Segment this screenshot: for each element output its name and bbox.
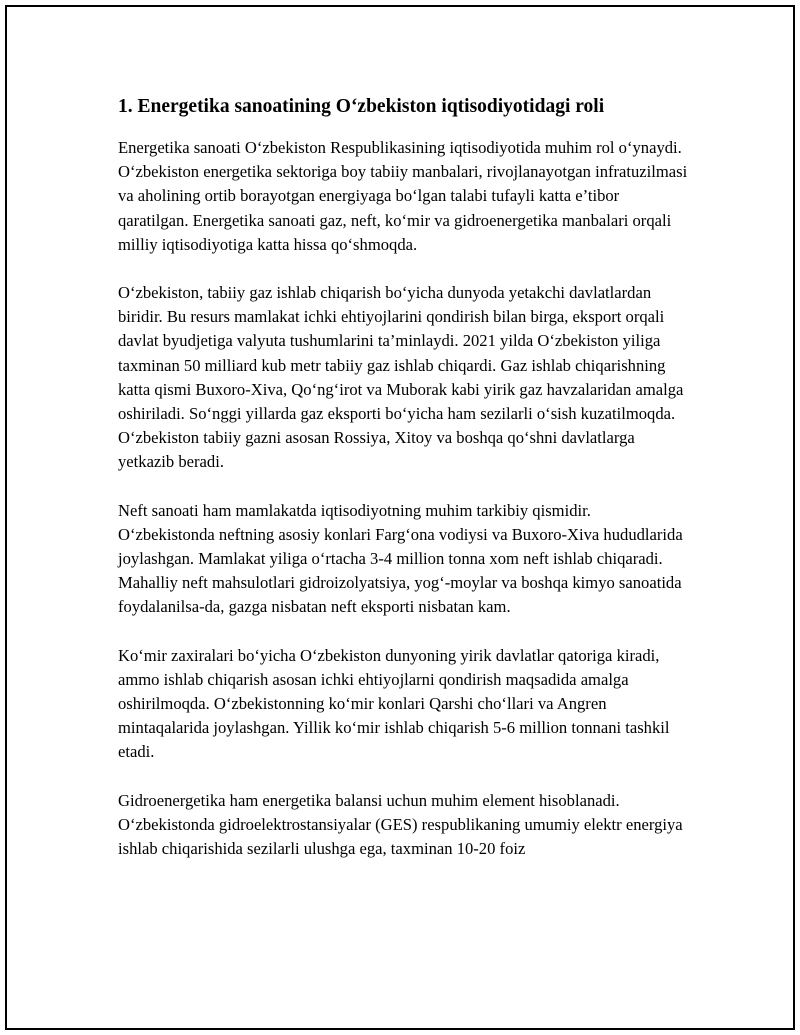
paragraph-energy-overview: Energetika sanoati O‘zbekiston Respublikasining iqtisodiyotida muhim rol o‘ynaydi. O‘zbekiston energetika sektoriga boy tabiiy manbalari, rivojlanayotgan infratuzilmasi va aholining ortib borayotgan energiyaga bo‘lgan talabi tufayli katta e’tibor qaratilgan. Energetika sanoati gaz, neft, ko‘mir va gidroenergetika manbalari orqali milliy iqtisodiyotiga katta hissa qo‘shmoqda.: [118, 138, 688, 254]
document-body: [118, 90, 688, 885]
paragraph-natural-gas: O‘zbekiston, tabiiy gaz ishlab chiqarish bo‘yicha dunyoda yetakchi davlatlardan biridir. Bu resurs mamlakat ichki ehtiyojlarini qondirish bilan birga, eksport orqali davlat byudjetiga valyuta tushumlarini ta’minlaydi. 2021 yilda O‘zbekiston yiliga taxminan 50 milliard kub metr tabiiy gaz ishlab chiqardi. Gaz ishlab chiqarishning katta qismi Buxoro-Xiva, Qo‘ng‘irot va Muborak kabi yirik gaz havzalaridan amalga oshiriladi. So‘nggi yillarda gaz eksporti bo‘yicha ham sezilarli o‘sish kuzatilmoqda. O‘zbekiston tabiiy gazni asosan Rossiya, Xitoy va boshqa qo‘shni davlatlarga yetkazib beradi.: [118, 283, 684, 472]
paragraph-coal-reserves: Ko‘mir zaxiralari bo‘yicha O‘zbekiston dunyoning yirik davlatlar qatoriga kiradi, ammo ishlab chiqarish asosan ichki ehtiyojlarni qondirish maqsadida amalga oshirilmoqda. O‘zbekistonning ko‘mir konlari Qarshi cho‘llari va Angren mintaqalarida joylashgan. Yillik ko‘mir ishlab chiqarish 5-6 million tonnani tashkil etadi.: [118, 645, 670, 762]
paragraph-hydropower: Gidroenergetika ham energetika balansi uchun muhim element hisoblanadi. O‘zbekistonda gidroelektrostansiyalar (GES) respublikaning umumiy elektr energiya ishlab chiqarishida sezilarli ulushga ega, taxminan 10-20 foiz: [118, 790, 683, 859]
section-heading: 1. Energetika sanoatining O‘zbekiston iqtisodiyotidagi roli: [118, 96, 605, 117]
paragraph-oil-industry: Neft sanoati ham mamlakatda iqtisodiyotning muhim tarkibiy qismidir. O‘zbekistonda neftning asosiy konlari Farg‘ona vodiysi va Buxoro-Xiva hududlarida joylashgan. Mamlakat yiliga o‘rtacha 3-4 million tonna xom neft ishlab chiqaradi. Mahalliy neft mahsulotlari gidroizolyatsiya, yog‘-moylar va boshqa kimyo sanoatida foydalanilsa-da, gazga nisbatan neft eksporti nisbatan kam.: [118, 500, 683, 617]
